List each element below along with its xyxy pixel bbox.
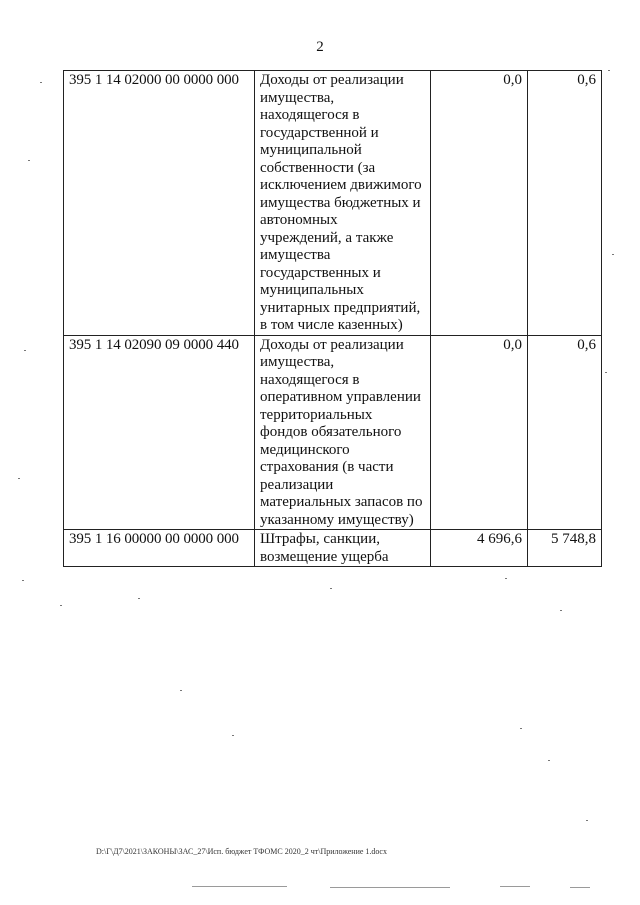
table-row: [64, 335, 602, 530]
revenue-code-cell: 395 1 14 02000 00 0000 000: [64, 71, 255, 336]
table-row: [64, 530, 602, 567]
name-line: унитарных предприятий,: [260, 299, 421, 316]
name-line: муниципальных: [260, 282, 364, 298]
name-line: возмещение ущерба: [260, 548, 389, 565]
scan-speck: [40, 82, 42, 83]
revenue-name-cell: [255, 71, 431, 336]
name-line: имущества,: [260, 89, 335, 106]
name-line: государственной и: [260, 124, 379, 141]
scan-streak: [330, 887, 450, 888]
name-line: муниципальной: [260, 142, 362, 158]
name-line: находящегося в: [260, 371, 360, 388]
scan-speck: [608, 70, 610, 71]
name-line: медицинского: [260, 441, 350, 458]
scan-streak: [570, 887, 590, 888]
name-line: исключением движимого: [260, 177, 422, 193]
revenue-name-cell: [255, 335, 431, 530]
scan-speck: [24, 350, 26, 351]
scan-speck: [520, 728, 522, 729]
scan-speck: [138, 598, 140, 599]
table-row: [64, 71, 602, 336]
name-line: имущества: [260, 247, 331, 263]
scan-speck: [560, 610, 562, 611]
scan-speck: [232, 735, 234, 736]
value-2020-plan-cell: 4 696,6: [431, 530, 528, 567]
name-line: автономных: [260, 212, 338, 228]
name-line: фондов обязательного: [260, 424, 402, 440]
name-line: учреждений, а также: [260, 229, 394, 246]
name-line: Штрафы, санкции,: [260, 531, 380, 547]
scan-speck: [60, 605, 62, 606]
value-2020-plan-cell: 0,0: [431, 335, 528, 530]
scan-speck: [180, 690, 182, 691]
name-line: страхования (в части: [260, 459, 394, 475]
name-line: в том числе казенных): [260, 317, 403, 333]
scan-streak: [192, 886, 287, 887]
scan-speck: [505, 578, 507, 579]
scan-speck: [548, 760, 550, 761]
revenue-name-cell: [255, 530, 431, 567]
name-line: территориальных: [260, 406, 373, 423]
scan-speck: [612, 254, 614, 255]
name-line: имущества бюджетных и: [260, 194, 421, 211]
value-2020-plan-cell: 0,0: [431, 71, 528, 336]
value-2020-actual-cell: 0,6: [528, 71, 602, 336]
scan-speck: [22, 580, 24, 581]
scan-speck: [330, 588, 332, 589]
budget-revenue-table: [63, 70, 602, 567]
revenue-code-cell: 395 1 16 00000 00 0000 000: [64, 530, 255, 567]
value-2020-actual-cell: 0,6: [528, 335, 602, 530]
name-line: Доходы от реализации: [260, 336, 404, 353]
scan-speck: [605, 372, 607, 373]
footer-file-path: D:\Г\Д7\2021\ЗАКОНЫ\ЗАС_27\Исп. бюджет ТФОМС 2020_2 чт\Приложение 1.docx: [96, 847, 387, 856]
scan-speck: [28, 160, 30, 161]
name-line: материальных запасов по: [260, 494, 423, 510]
name-line: государственных и: [260, 264, 381, 281]
scan-speck: [18, 478, 20, 479]
name-line: имущества,: [260, 354, 335, 370]
name-line: Доходы от реализации: [260, 72, 404, 88]
revenue-code-cell: 395 1 14 02090 09 0000 440: [64, 335, 255, 530]
value-2020-actual-cell: 5 748,8: [528, 530, 602, 567]
scan-streak: [500, 886, 530, 887]
name-line: указанному имуществу): [260, 511, 414, 528]
name-line: находящегося в: [260, 107, 360, 123]
name-line: реализации: [260, 476, 334, 493]
scan-speck: [586, 820, 588, 821]
name-line: оперативном управлении: [260, 389, 421, 405]
name-line: собственности (за: [260, 159, 376, 176]
page-number: 2: [316, 39, 324, 55]
